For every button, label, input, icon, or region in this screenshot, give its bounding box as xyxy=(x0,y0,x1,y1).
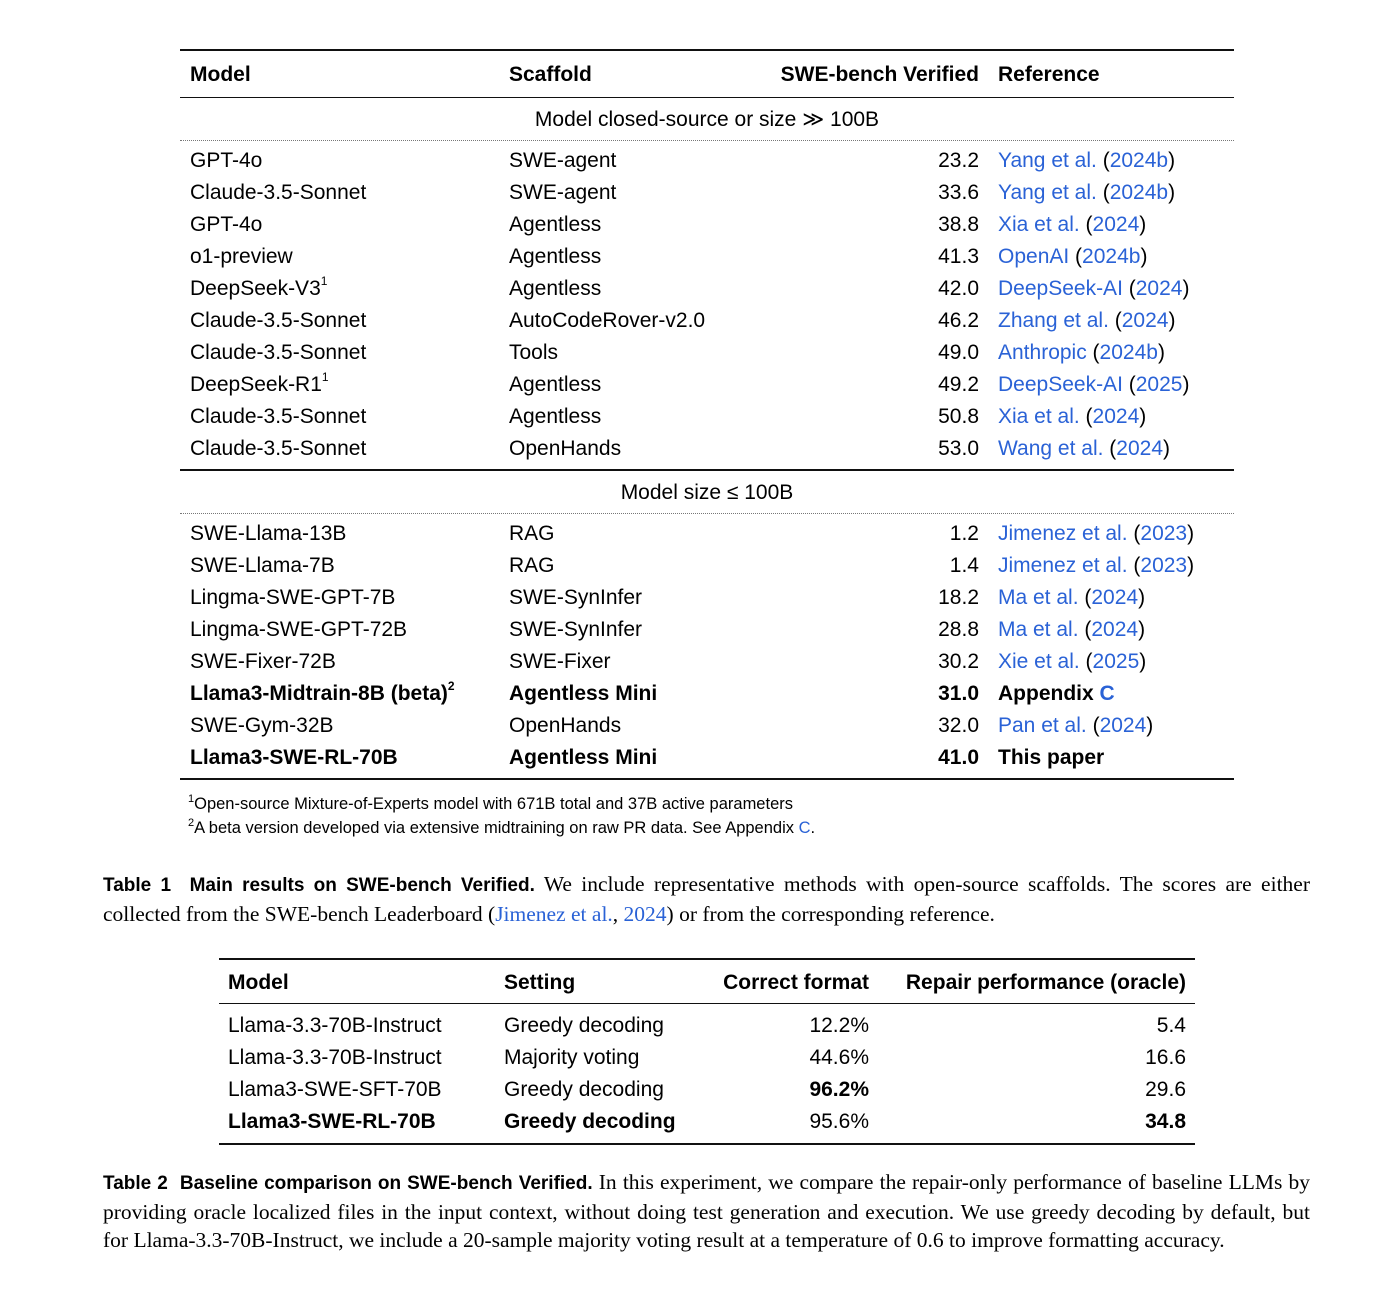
cell-score: 31.0 xyxy=(938,681,979,705)
reference-year-link[interactable]: 2024b xyxy=(1082,245,1141,269)
cell-model: DeepSeek-$V3^1$ xyxy=(190,274,328,301)
cell-score: 49.0 xyxy=(938,341,979,365)
header-setting: Setting xyxy=(504,971,576,994)
cell-model: Claude-3.5-Sonnet xyxy=(190,309,367,333)
cell-repair: 5.4 xyxy=(1156,1014,1186,1038)
table-row xyxy=(180,209,1234,241)
caption-label: Table 2 Baseline comparison on SWE-bench Verified. xyxy=(103,1173,593,1194)
cell-score: 28.8 xyxy=(938,617,979,641)
cell-score: 41.0 xyxy=(938,745,979,769)
reference-year-link[interactable]: 2024 xyxy=(1121,309,1169,333)
cell-reference: Wang et al. (2024) xyxy=(998,437,1170,461)
cell-model: GPT-4o xyxy=(190,149,263,173)
cell-format: 12.2% xyxy=(809,1014,869,1038)
group-title: Model size ≤ 100B xyxy=(620,480,794,504)
caption-label: Table 1 Main results on SWE-bench Verified. xyxy=(103,875,535,896)
cell-reference: Anthropic (2024b) xyxy=(998,341,1165,365)
cell-scaffold: Agentless xyxy=(509,245,602,269)
reference-year-link[interactable]: 2024b xyxy=(1109,181,1169,205)
cell-reference: Ma et al. (2024) xyxy=(998,585,1146,609)
header-reference: Reference xyxy=(998,63,1100,86)
cell-reference: Xia et al. (2024) xyxy=(998,405,1147,429)
table-row xyxy=(180,177,1234,209)
cell-setting: Greedy decoding xyxy=(504,1014,664,1038)
cell-repair: 16.6 xyxy=(1145,1046,1186,1070)
reference-link[interactable]: Yang et al. xyxy=(998,181,1097,205)
cell-scaffold: RAG xyxy=(509,521,555,545)
header-format: Correct format xyxy=(723,971,869,994)
table-row xyxy=(180,646,1234,678)
cell-scaffold: SWE-Fixer xyxy=(509,649,611,673)
cell-model: Claude-3.5-Sonnet xyxy=(190,437,367,461)
cell-reference: This paper xyxy=(998,745,1105,769)
cell-score: 41.3 xyxy=(938,245,979,269)
cell-reference: Pan et al. (2024) xyxy=(998,713,1154,737)
cell-reference: Appendix C xyxy=(998,681,1115,705)
citation-year-link[interactable]: 2024 xyxy=(623,902,667,926)
appendix-link[interactable]: C xyxy=(1099,681,1115,705)
table-row xyxy=(219,1106,1195,1138)
header-model: Model xyxy=(228,971,289,994)
cell-model: SWE-Gym-32B xyxy=(190,713,334,737)
reference-year-link[interactable]: 2023 xyxy=(1140,553,1188,577)
footnote-1: $^1$Open-source Mixture-of-Experts model with 671B total and 37B active parameters xyxy=(188,792,793,813)
cell-setting: Greedy decoding xyxy=(504,1110,676,1134)
reference-year-link[interactable]: 2023 xyxy=(1140,521,1188,545)
reference-link[interactable]: Pan et al. xyxy=(998,713,1087,737)
reference-link[interactable]: Anthropic xyxy=(998,341,1087,365)
cell-reference: Jimenez et al. (2023) xyxy=(998,521,1195,545)
table-row xyxy=(219,1042,1195,1074)
reference-link[interactable]: Jimenez et al. xyxy=(998,553,1128,577)
reference-link[interactable]: Yang et al. xyxy=(998,149,1097,173)
cell-scaffold: OpenHands xyxy=(509,713,622,737)
footnote-mark: 2 xyxy=(447,678,455,693)
cell-model: o1-preview xyxy=(190,245,293,269)
cell-reference: Zhang et al. (2024) xyxy=(998,309,1176,333)
header-model: Model xyxy=(190,63,251,86)
cell-reference: Xia et al. (2024) xyxy=(998,213,1147,237)
cell-model: Llama3-Midtrain-8B (beta)$^2$ xyxy=(190,678,455,705)
cell-model: Lingma-SWE-GPT-7B xyxy=(190,585,396,609)
cell-setting: Greedy decoding xyxy=(504,1078,664,1102)
cell-reference: Ma et al. (2024) xyxy=(998,617,1146,641)
cell-scaffold: SWE-SynInfer xyxy=(509,585,643,609)
cell-scaffold: OpenHands xyxy=(509,437,622,461)
reference-link[interactable]: Xie et al. xyxy=(998,649,1080,673)
cell-score: 46.2 xyxy=(938,309,979,333)
header-score: SWE-bench Verified xyxy=(780,63,979,86)
reference-link[interactable]: OpenAI xyxy=(998,245,1070,269)
reference-year-link[interactable]: 2024 xyxy=(1091,617,1139,641)
cell-reference: Yang et al. (2024b) xyxy=(998,181,1176,205)
cell-model: SWE-Llama-7B xyxy=(190,553,335,577)
reference-year-link[interactable]: 2024 xyxy=(1099,713,1147,737)
cell-score: 1.4 xyxy=(949,553,979,577)
bottom-rule xyxy=(180,778,1234,780)
cell-model: Lingma-SWE-GPT-72B xyxy=(190,617,408,641)
footnote-2: $^2$A beta version developed via extensive midtraining on raw PR data. See Appendix C. xyxy=(188,816,816,837)
cell-scaffold: Agentless xyxy=(509,405,602,429)
bottom-rule xyxy=(219,1143,1195,1145)
cell-model: SWE-Llama-13B xyxy=(190,521,347,545)
reference-year-link[interactable]: 2024 xyxy=(1092,405,1140,429)
table-2 xyxy=(219,958,1195,1145)
cell-model: Llama3-SWE-RL-70B xyxy=(228,1110,436,1134)
cell-format: 44.6% xyxy=(809,1046,869,1070)
reference-year-link[interactable]: 2024 xyxy=(1116,437,1163,461)
table-row xyxy=(219,1010,1195,1042)
group-title: Model closed-source or size ≫ 100B xyxy=(534,108,880,132)
cell-scaffold: AutoCodeRover-v2.0 xyxy=(509,309,706,333)
cell-format: 95.6% xyxy=(809,1110,869,1134)
table-row xyxy=(180,305,1234,337)
cell-score: 23.2 xyxy=(938,149,979,173)
cell-scaffold: Agentless Mini xyxy=(509,681,658,705)
reference-link[interactable]: Xia et al. xyxy=(998,405,1080,429)
table-1 xyxy=(180,49,1234,780)
reference-year-link[interactable]: 2024 xyxy=(1092,213,1140,237)
reference-link[interactable]: DeepSeek-AI xyxy=(998,373,1123,397)
cell-reference: Xie et al. (2025) xyxy=(998,649,1147,673)
table-row xyxy=(180,518,1234,550)
cell-model: SWE-Fixer-72B xyxy=(190,649,336,673)
cell-score: 42.0 xyxy=(938,277,979,301)
cell-model: Llama-3.3-70B-Instruct xyxy=(228,1046,442,1070)
cell-model: Llama3-SWE-SFT-70B xyxy=(228,1078,442,1102)
reference-link[interactable]: Wang et al. xyxy=(998,437,1104,461)
cell-reference: DeepSeek-AI (2025) xyxy=(998,373,1190,397)
table-row xyxy=(180,241,1234,273)
reference-link[interactable]: Ma et al. xyxy=(998,585,1079,609)
cell-score: 33.6 xyxy=(938,181,979,205)
table-1-caption: Table 1 Main results on SWE-bench Verified. We include representative methods with open-source scaffolds. The scores are either collected from the SWE-bench Leaderboard (Jimenez et al., 2024) or from the corresponding reference. xyxy=(103,872,1310,926)
cell-score: 18.2 xyxy=(938,585,979,609)
table-row xyxy=(180,401,1234,433)
header-scaffold: Scaffold xyxy=(509,63,592,86)
cell-reference: Yang et al. (2024b) xyxy=(998,149,1176,173)
table-1-footnotes xyxy=(188,792,815,840)
reference-year-link[interactable]: 2024b xyxy=(1109,149,1169,173)
cell-score: 30.2 xyxy=(938,649,979,673)
table-row xyxy=(180,337,1234,369)
cell-repair: 29.6 xyxy=(1145,1078,1186,1102)
cell-score: 49.2 xyxy=(938,373,979,397)
cell-scaffold: Tools xyxy=(509,341,559,365)
cell-score: 50.8 xyxy=(938,405,979,429)
reference-year-link[interactable]: 2024b xyxy=(1099,341,1158,365)
cell-scaffold: RAG xyxy=(509,553,555,577)
table-row xyxy=(180,678,1234,710)
table-row xyxy=(180,710,1234,742)
cell-reference: Jimenez et al. (2023) xyxy=(998,553,1195,577)
reference-link[interactable]: Zhang et al. xyxy=(998,309,1109,333)
table-row xyxy=(180,273,1234,305)
reference-year-link[interactable]: 2025 xyxy=(1135,373,1183,397)
cell-model: Llama-3.3-70B-Instruct xyxy=(228,1014,442,1038)
table-2-caption: Table 2 Baseline comparison on SWE-bench Verified. In this experiment, we compare the repair-only performance of baseline LLMs by providing oracle localized files in the input context, without doing test generation and execution. We use greedy decoding by default, but for Llama-3.3-70B-Instruct, we include a 20-sample majority voting result at a temperature of 0.6 to improve formatting accuracy. xyxy=(103,1170,1310,1252)
cell-setting: Majority voting xyxy=(504,1046,640,1070)
cell-model: Claude-3.5-Sonnet xyxy=(190,341,367,365)
table-row xyxy=(219,1074,1195,1106)
cell-score: 32.0 xyxy=(938,713,979,737)
cell-reference: DeepSeek-AI (2024) xyxy=(998,277,1190,301)
table-row xyxy=(180,145,1234,177)
cell-score: 38.8 xyxy=(938,213,979,237)
cell-model: Claude-3.5-Sonnet xyxy=(190,405,367,429)
reference-link[interactable]: DeepSeek-AI xyxy=(998,277,1123,301)
cell-scaffold: SWE-agent xyxy=(509,181,617,205)
cell-scaffold: SWE-SynInfer xyxy=(509,617,643,641)
cell-scaffold: Agentless Mini xyxy=(509,745,658,769)
reference-year-link[interactable]: 2025 xyxy=(1092,649,1140,673)
table-2-header xyxy=(219,960,1195,1003)
cell-model: GPT-4o xyxy=(190,213,263,237)
footnote-mark: 1 xyxy=(320,274,328,289)
cell-scaffold: Agentless xyxy=(509,213,602,237)
cell-score: 1.2 xyxy=(949,521,979,545)
reference-link[interactable]: Jimenez et al. xyxy=(998,521,1128,545)
reference-link[interactable]: Ma et al. xyxy=(998,617,1079,641)
reference-link[interactable]: Xia et al. xyxy=(998,213,1080,237)
table-row xyxy=(180,550,1234,582)
reference-year-link[interactable]: 2024 xyxy=(1135,277,1183,301)
table-row xyxy=(180,369,1234,401)
cell-format: 96.2% xyxy=(809,1078,869,1102)
cell-reference: OpenAI (2024b) xyxy=(998,245,1148,269)
cell-model: Llama3-SWE-RL-70B xyxy=(190,745,398,769)
header-repair: Repair performance (oracle) xyxy=(905,971,1186,994)
cell-scaffold: Agentless xyxy=(509,373,602,397)
cell-score: 53.0 xyxy=(938,437,979,461)
citation-link[interactable]: Jimenez et al. xyxy=(495,902,613,926)
cell-model: DeepSeek-$R1^1$ xyxy=(190,370,329,397)
table-row xyxy=(180,582,1234,614)
reference-year-link[interactable]: 2024 xyxy=(1091,585,1139,609)
footnote-mark: 1 xyxy=(321,370,329,385)
cell-scaffold: SWE-agent xyxy=(509,149,617,173)
table-row xyxy=(180,433,1234,465)
table-row xyxy=(180,614,1234,646)
cell-model: Claude-3.5-Sonnet xyxy=(190,181,367,205)
table-row xyxy=(180,742,1234,774)
cell-repair: 34.8 xyxy=(1145,1110,1186,1134)
cell-scaffold: Agentless xyxy=(509,277,602,301)
table-1-header xyxy=(180,51,1234,97)
appendix-link[interactable]: C xyxy=(798,819,811,837)
